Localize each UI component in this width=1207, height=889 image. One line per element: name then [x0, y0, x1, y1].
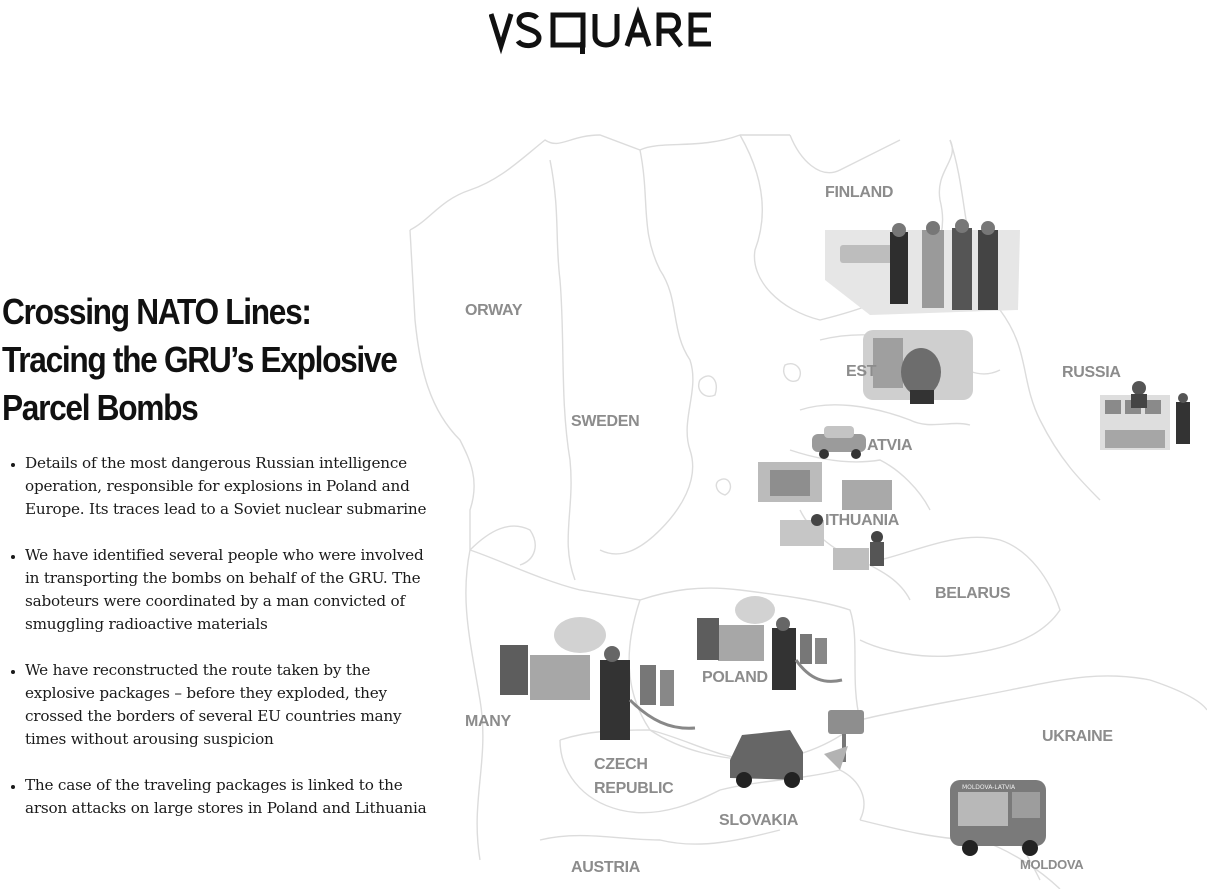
finland-officers-illustration	[825, 219, 1020, 315]
list-item: • The case of the traveling packages is linked to the arson attacks on large stores in Poland and Lithuania	[25, 774, 442, 820]
germany-fire-illustration	[500, 617, 695, 740]
key-points-list	[2, 452, 442, 820]
label-slovakia: SLOVAKIA	[719, 812, 799, 829]
vsquare-logo	[489, 6, 719, 58]
bus-sign: MOLDOVA-LATVIA	[962, 784, 1016, 791]
label-lithuania: ITHUANIA	[825, 512, 900, 529]
site-logo[interactable]	[0, 6, 1207, 62]
label-norway: ORWAY	[465, 302, 523, 319]
article-intro	[2, 288, 442, 843]
label-sweden: SWEDEN	[571, 413, 640, 430]
list-item: • We have reconstructed the route taken by the explosive packages – before they exploded, they crossed the borders of several EU countries many times without arousing suspicion	[25, 659, 442, 751]
latvia-car-illustration	[812, 426, 866, 459]
label-poland: POLAND	[702, 669, 768, 686]
title-line-1: Crossing NATO Lines:	[2, 291, 311, 332]
label-ukraine: UKRAINE	[1042, 728, 1113, 745]
label-estonia: EST	[846, 363, 877, 380]
list-item: • Details of the most dangerous Russian intelligence operation, responsible for explosions in Poland and Europe. Its traces lead to a Soviet nuclear submarine	[25, 452, 442, 521]
slovakia-car-illustration	[730, 730, 803, 788]
label-belarus: BELARUS	[935, 585, 1011, 602]
country-borders	[410, 135, 1207, 889]
label-moldova: MOLDOVA	[1020, 857, 1084, 872]
label-republic: REPUBLIC	[594, 780, 674, 797]
bus-illustration	[950, 780, 1046, 856]
label-austria: AUSTRIA	[571, 859, 641, 876]
label-czech: CZECH	[594, 756, 648, 773]
list-item: • We have identified several people who were involved in transporting the bombs on behalf of the GRU. The saboteurs were coordinated by a man convicted of smuggling radioactive materials	[25, 544, 442, 636]
title-line-2: Tracing the GRU’s Explosive	[2, 339, 397, 380]
title-line-3: Parcel Bombs	[2, 387, 198, 428]
label-germany: MANY	[465, 713, 511, 730]
russia-meeting-illustration	[1100, 381, 1190, 450]
border-sign-illustration	[824, 710, 864, 770]
estonia-scene-illustration	[863, 330, 973, 404]
label-russia: RUSSIA	[1062, 364, 1121, 381]
article-title[interactable]	[2, 288, 433, 432]
label-latvia: ATVIA	[867, 437, 913, 454]
label-finland: FINLAND	[825, 184, 894, 201]
